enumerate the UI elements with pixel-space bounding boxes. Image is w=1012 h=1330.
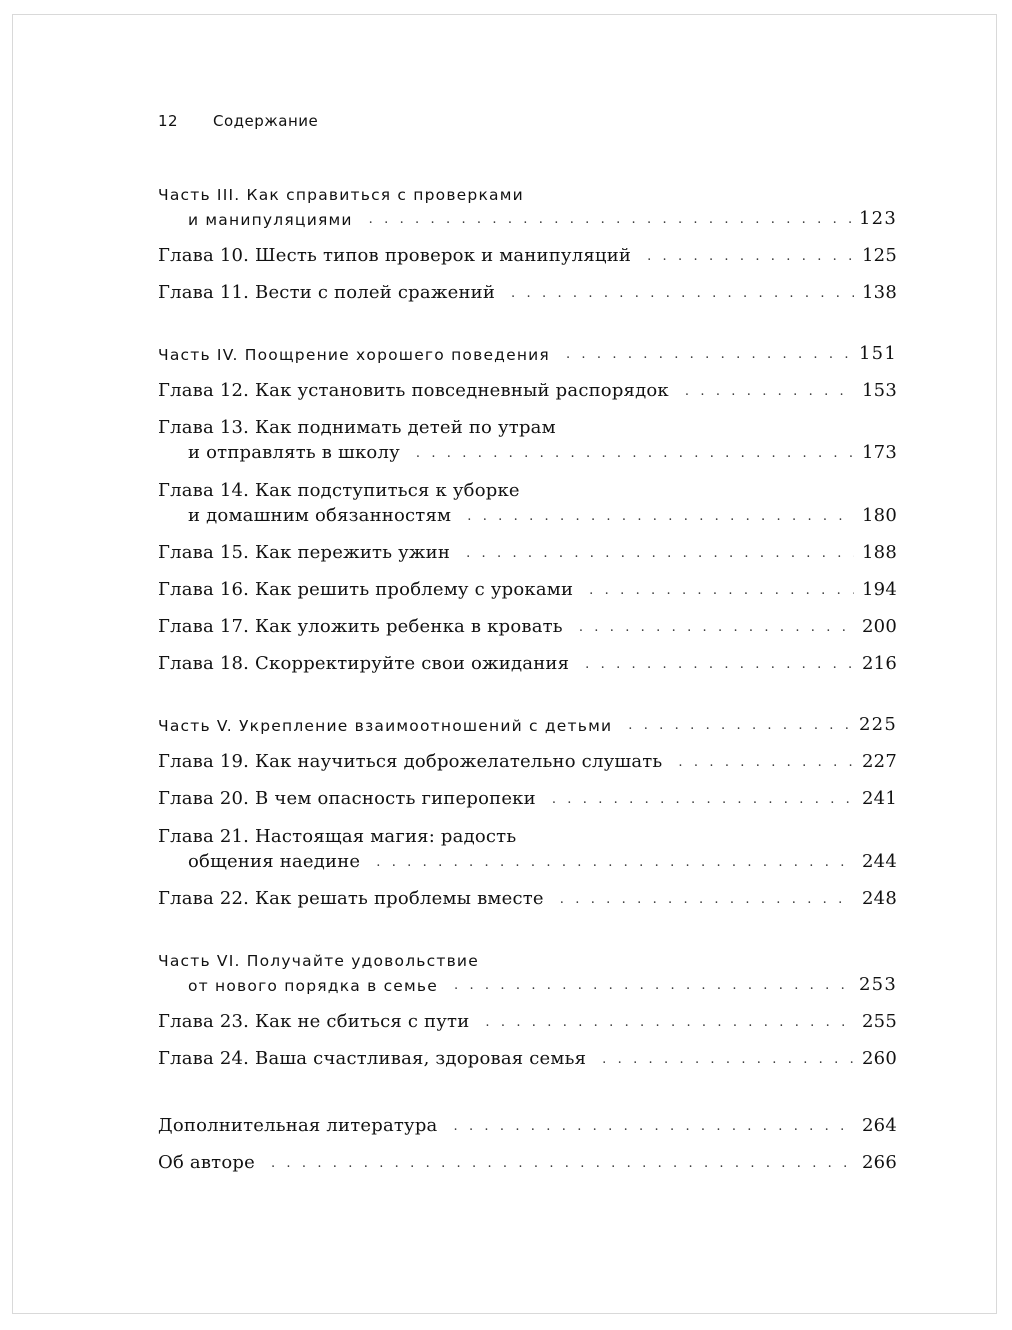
dot-leader <box>647 250 854 266</box>
toc-chapter-15[interactable]: Глава 15. Как пережить ужин . . . 188 <box>158 537 897 563</box>
toc-chapter-24[interactable]: Глава 24. Ваша счастливая, здоровая семья . . . 260 <box>158 1043 897 1069</box>
toc-page-number: 260 <box>862 1048 897 1069</box>
dot-leader <box>579 621 854 637</box>
toc-chapter-14-heading: Глава 14. Как подступиться к уборке <box>158 480 520 501</box>
toc-page-number: 241 <box>862 788 897 809</box>
toc-page-number: 153 <box>862 380 897 401</box>
toc-page-number: 180 <box>862 505 897 526</box>
toc-chapter-23[interactable]: Глава 23. Как не сбиться с пути . . . 255 <box>158 1006 897 1032</box>
toc-chapter-12[interactable]: Глава 12. Как установить повседневный распорядок . . . 153 <box>158 375 897 401</box>
toc-page-number: 255 <box>862 1011 897 1032</box>
toc-chapter-20[interactable]: Глава 20. В чем опасность гиперопеки . . . 241 <box>158 783 897 809</box>
toc-page-number: 253 <box>859 974 897 995</box>
toc-page-number: 188 <box>862 542 897 563</box>
toc-chapter-21-heading: Глава 21. Настоящая магия: радость <box>158 826 517 847</box>
toc-page-number: 194 <box>862 579 897 600</box>
toc-part-5[interactable]: Часть V. Укрепление взаимоотношений с детьми . . . 225 <box>158 709 897 735</box>
toc-chapter-21-entry[interactable]: общения наедине . . . 244 <box>188 846 897 872</box>
toc-page-number: 151 <box>859 343 897 364</box>
dot-leader <box>376 856 854 872</box>
toc-chapter-14-entry[interactable]: и домашним обязанностям . . . 180 <box>188 500 897 526</box>
toc-page-number: 138 <box>862 282 897 303</box>
dot-leader <box>552 793 854 809</box>
dot-leader <box>560 893 854 909</box>
dot-leader <box>589 584 854 600</box>
toc-page-number: 216 <box>862 653 897 674</box>
toc-chapter-18[interactable]: Глава 18. Скорректируйте свои ожидания . . . 216 <box>158 648 897 674</box>
toc-chapter-13-entry[interactable]: и отправлять в школу . . . 173 <box>188 437 897 463</box>
running-header <box>158 112 318 134</box>
dot-leader <box>466 547 854 563</box>
dot-leader <box>685 385 854 401</box>
dot-leader <box>485 1016 854 1032</box>
dot-leader <box>271 1157 854 1173</box>
toc-part-4[interactable]: Часть IV. Поощрение хорошего поведения . . . 151 <box>158 338 897 364</box>
dot-leader <box>628 719 851 735</box>
toc-part-3-entry[interactable]: и манипуляциями . . . 123 <box>188 203 897 229</box>
toc-about-author[interactable]: Об авторе . . . 266 <box>158 1147 897 1173</box>
toc-page-number: 125 <box>862 245 897 266</box>
page-number: 12 <box>158 112 179 130</box>
toc-page-number: 266 <box>862 1152 897 1173</box>
dot-leader <box>454 979 851 995</box>
toc-chapter-17[interactable]: Глава 17. Как уложить ребенка в кровать . . . 200 <box>158 611 897 637</box>
toc-chapter-16[interactable]: Глава 16. Как решить проблему с уроками . . . 194 <box>158 574 897 600</box>
toc-page-number: 227 <box>862 751 897 772</box>
toc-part-3-heading: Часть III. Как справиться с проверками <box>158 186 524 204</box>
dot-leader <box>369 213 851 229</box>
toc-page-number: 173 <box>862 442 897 463</box>
header-title: Содержание <box>213 112 319 130</box>
dot-leader <box>585 658 854 674</box>
toc-chapter-13-heading: Глава 13. Как поднимать детей по утрам <box>158 417 556 438</box>
toc-page-number: 200 <box>862 616 897 637</box>
dot-leader <box>511 287 854 303</box>
dot-leader <box>566 348 851 364</box>
toc-further-reading[interactable]: Дополнительная литература . . . 264 <box>158 1110 897 1136</box>
dot-leader <box>416 447 854 463</box>
toc-part-6-heading: Часть VI. Получайте удовольствие <box>158 952 479 970</box>
toc-chapter-22[interactable]: Глава 22. Как решать проблемы вместе . . . 248 <box>158 883 897 909</box>
dot-leader <box>467 510 854 526</box>
toc-page-number: 244 <box>862 851 897 872</box>
dot-leader <box>678 756 854 772</box>
toc-page-number: 248 <box>862 888 897 909</box>
dot-leader <box>602 1053 854 1069</box>
toc-chapter-11[interactable]: Глава 11. Вести с полей сражений . . . 138 <box>158 277 897 303</box>
toc-page-number: 225 <box>859 714 897 735</box>
toc-chapter-19[interactable]: Глава 19. Как научиться доброжелательно слушать . . . 227 <box>158 746 897 772</box>
dot-leader <box>453 1120 854 1136</box>
toc-page-number: 123 <box>859 208 897 229</box>
toc-page-number: 264 <box>862 1115 897 1136</box>
toc-part-6-entry[interactable]: от нового порядка в семье . . . 253 <box>188 969 897 995</box>
toc-chapter-10[interactable]: Глава 10. Шесть типов проверок и манипуляций . . . 125 <box>158 240 897 266</box>
